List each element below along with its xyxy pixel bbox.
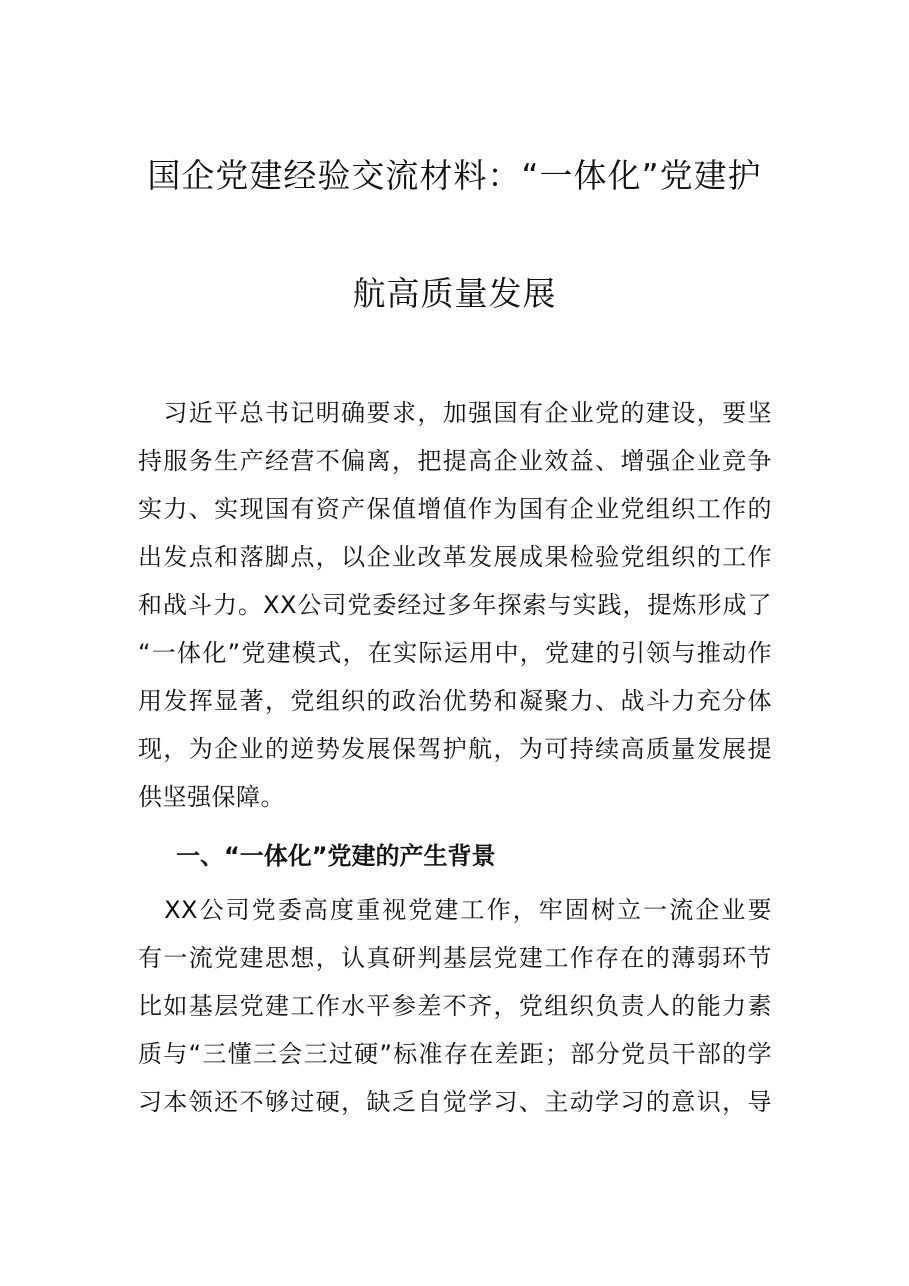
paragraph-line: 用发挥显著，党组织的政治优势和凝聚力、战斗力充分体 bbox=[138, 687, 772, 715]
paragraph-line: 有一流党建思想，认真研判基层党建工作存在的薄弱环节 bbox=[138, 944, 772, 972]
paragraph-line: “一体化”党建模式，在实际运用中，党建的引领与推动作 bbox=[138, 639, 772, 667]
document-title-line-2: 航高质量发展 bbox=[352, 274, 557, 313]
paragraph-line: 比如基层党建工作水平参差不齐，党组织负责人的能力素 bbox=[138, 992, 772, 1020]
paragraph-line: 供坚强保障。 bbox=[138, 783, 285, 811]
paragraph-line: 持服务生产经营不偏离，把提高企业效益、增强企业竞争 bbox=[138, 447, 772, 475]
paragraph-line: 和战斗力。XX公司党委经过多年探索与实践，提炼形成了 bbox=[138, 591, 772, 619]
paragraph-line: 出发点和落脚点，以企业改革发展成果检验党组织的工作 bbox=[138, 543, 772, 571]
paragraph-line: 现，为企业的逆势发展保驾护航，为可持续高质量发展提 bbox=[138, 735, 772, 763]
section-heading: 一、“一体化”党建的产生背景 bbox=[176, 842, 496, 870]
intro-paragraph bbox=[138, 389, 772, 821]
document-title-line-1: 国企党建经验交流材料：“一体化”党建护 bbox=[147, 156, 762, 195]
paragraph-line: 实力、实现国有资产保值增值作为国有企业党组织工作的 bbox=[138, 495, 772, 523]
paragraph-line: XX公司党委高度重视党建工作，牢固树立一流企业要 bbox=[138, 896, 772, 924]
paragraph-line: 质与“三懂三会三过硬”标准存在差距；部分党员干部的学 bbox=[138, 1040, 772, 1068]
paragraph-line: 习本领还不够过硬，缺乏自觉学习、主动学习的意识，导 bbox=[138, 1088, 772, 1116]
background-paragraph bbox=[138, 886, 772, 1126]
paragraph-line: 习近平总书记明确要求，加强国有企业党的建设，要坚 bbox=[138, 399, 772, 427]
